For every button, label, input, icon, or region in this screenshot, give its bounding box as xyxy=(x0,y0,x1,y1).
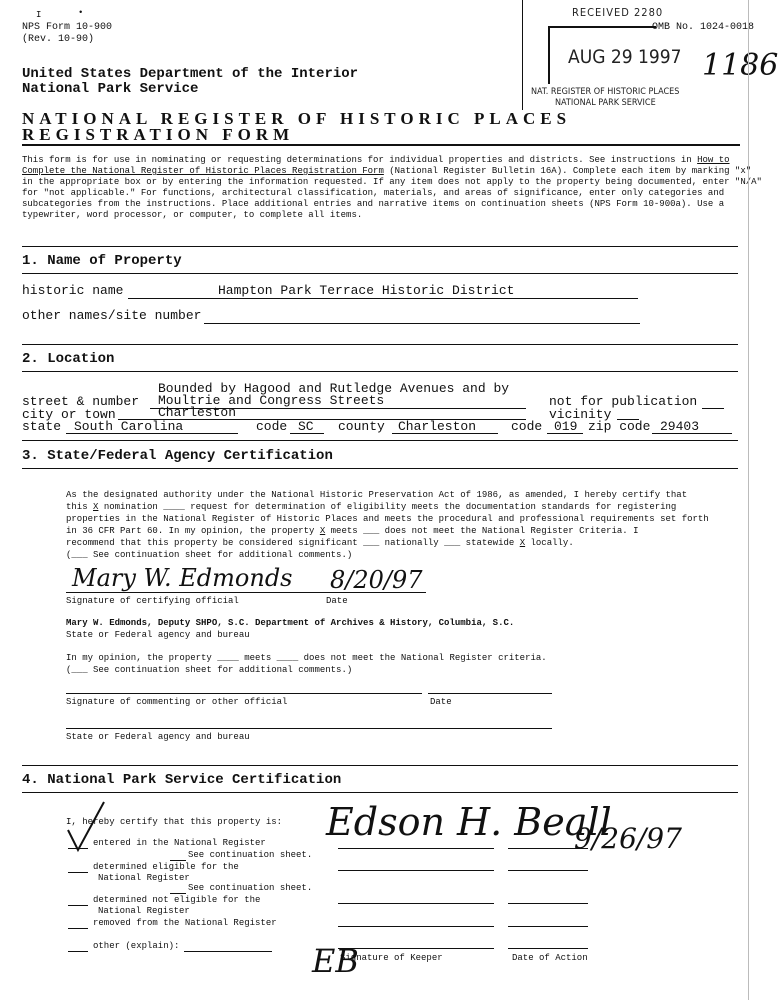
street-label: street & number xyxy=(22,394,140,409)
state-value[interactable]: South Carolina xyxy=(74,419,184,434)
historic-name-value[interactable]: Hampton Park Terrace Historic District xyxy=(218,283,515,298)
instructions-line4: for "not applicable." For functions, architectural classification, materials, and areas of significance, enter only categories and xyxy=(22,188,725,198)
county-code-line xyxy=(547,433,583,434)
signature-line[interactable] xyxy=(66,592,426,593)
keeper-date-line-3[interactable] xyxy=(508,903,588,904)
other-names-label: other names/site number xyxy=(22,308,202,323)
service-name: National Park Service xyxy=(22,81,199,97)
county-label: county xyxy=(338,419,385,434)
stamp-box-left xyxy=(548,26,550,84)
omb-number: OMB No. 1024-0018 xyxy=(652,22,755,33)
keeper-signature: Edson H. Beall xyxy=(326,800,612,844)
department-name: United States Department of the Interior xyxy=(22,66,359,82)
determined-not-eligible-label: determined not eligible for the xyxy=(93,895,261,905)
determined-not-eligible-register: National Register xyxy=(98,906,190,916)
section3-under-rule xyxy=(22,468,738,469)
section4-heading: 4. National Park Service Certification xyxy=(22,772,342,788)
certify-text: I, hereby certify that this property is: xyxy=(66,817,283,827)
keeper-date-line-4[interactable] xyxy=(508,926,588,927)
corner-mark: I xyxy=(36,10,42,20)
stamp-date: AUG 29 1997 xyxy=(568,46,682,68)
zip-line xyxy=(652,433,732,434)
stamp-register-line1: NAT. REGISTER OF HISTORIC PLACES xyxy=(531,87,680,97)
zip-value[interactable]: 29403 xyxy=(660,419,700,434)
other-explain-field[interactable] xyxy=(184,951,272,952)
stamp-border xyxy=(522,0,524,110)
official-name: Mary W. Edmonds, Deputy SHPO, S.C. Department of Archives & History, Columbia, S.C. xyxy=(66,618,515,628)
see-continuation-1-line[interactable] xyxy=(170,860,186,861)
state-code-line xyxy=(290,433,324,434)
certifying-date: 8/20/97 xyxy=(330,566,423,594)
bureau2-label: State or Federal agency and bureau xyxy=(66,732,250,742)
cert-p1: As the designated authority under the National Historic Preservation Act of 1986, as amended, I hereby certify that xyxy=(66,490,688,500)
scan-edge xyxy=(748,0,750,1000)
not-for-publication-label: not for publication xyxy=(549,394,698,409)
comment-signature-line[interactable] xyxy=(66,693,422,694)
instructions-line5: subcategories from the instructions. Place additional entries and narrative items on continuation sheets (NPS Form 10-900a). Use a xyxy=(22,199,725,209)
section4-rule xyxy=(22,765,738,766)
stamp-received: RECEIVED 2280 xyxy=(572,6,664,19)
cert-p3: properties in the National Register of Historic Places and meets the procedural and professional requirements set forth xyxy=(66,514,709,524)
cert-p5: recommend that this property be considered significant ___ nationally ___ statewide X locally. xyxy=(66,538,574,548)
not-eligible-checkbox-line[interactable] xyxy=(68,905,88,906)
section1-heading: 1. Name of Property xyxy=(22,253,182,269)
determined-eligible-register: National Register xyxy=(98,873,190,883)
stamp-box-top xyxy=(548,26,656,28)
corner-dot: • xyxy=(78,8,84,18)
vicinity-label: vicinity xyxy=(549,407,612,422)
form-revision: (Rev. 10-90) xyxy=(22,34,95,45)
handwritten-number: 1186 xyxy=(702,48,778,83)
form-title: NATIONAL REGISTER OF HISTORIC PLACES xyxy=(22,109,572,128)
signature-of-keeper-label: Signature of Keeper xyxy=(340,953,443,963)
opinion-text: In my opinion, the property ____ meets ____ does not meet the National Register criteria. xyxy=(66,653,547,663)
see-continuation-2-line[interactable] xyxy=(170,893,186,894)
removed-checkbox-line[interactable] xyxy=(68,928,88,929)
county-code-value[interactable]: 019 xyxy=(554,419,578,434)
keeper-date: 9/26/97 xyxy=(574,822,682,855)
other-names-field[interactable] xyxy=(204,323,640,324)
comment-date-label: Date xyxy=(430,697,452,707)
comment-signature-label: Signature of commenting or other official xyxy=(66,697,288,707)
state-code-value[interactable]: SC xyxy=(298,419,314,434)
signature-label: Signature of certifying official xyxy=(66,596,239,606)
keeper-line-4[interactable] xyxy=(338,926,494,927)
section1-rule xyxy=(22,246,738,247)
determined-eligible-label: determined eligible for the xyxy=(93,862,239,872)
county-code-label: code xyxy=(511,419,543,434)
state-line xyxy=(66,433,238,434)
county-value[interactable]: Charleston xyxy=(398,419,477,434)
date-of-action-label: Date of Action xyxy=(512,953,588,963)
instructions-line1: This form is for use in nominating or requesting determinations for individual properties and districts. See instructions in How to xyxy=(22,155,730,165)
state-label: state xyxy=(22,419,62,434)
state-code-label: code xyxy=(256,419,288,434)
street-line1[interactable]: Bounded by Hagood and Rutledge Avenues and by xyxy=(158,381,510,396)
keeper-line-2[interactable] xyxy=(338,870,494,871)
certifying-signature: Mary W. Edmonds xyxy=(72,564,293,592)
cert-p2: this X nomination ____ request for determination of eligibility meets the documentation standards for registering xyxy=(66,502,677,512)
entered-label: entered in the National Register xyxy=(93,838,266,848)
historic-name-line xyxy=(128,298,638,299)
eligible-checkbox-line[interactable] xyxy=(68,872,88,873)
keeper-line-1[interactable] xyxy=(338,848,494,849)
section1-under-rule xyxy=(22,273,738,274)
date-label: Date xyxy=(326,596,348,606)
entered-checkbox-line[interactable] xyxy=(68,848,88,849)
keeper-line-3[interactable] xyxy=(338,903,494,904)
historic-name-label: historic name xyxy=(22,283,124,298)
city-label: city or town xyxy=(22,407,116,422)
opinion-continuation: (___ See continuation sheet for additional comments.) xyxy=(66,665,353,675)
see-continuation-2: See continuation sheet. xyxy=(188,883,313,893)
section2-rule xyxy=(22,344,738,345)
section2-heading: 2. Location xyxy=(22,351,115,367)
instructions-line3: in the appropriate box or by entering the information requested. If any item does not apply to the property being documented, enter "N/A" xyxy=(22,177,762,187)
section2-under-rule xyxy=(22,371,738,372)
form-subtitle: REGISTRATION FORM xyxy=(22,125,295,144)
section4-under-rule xyxy=(22,792,738,793)
street-line2[interactable]: Moultrie and Congress Streets xyxy=(158,393,385,408)
instructions-line2: Complete the National Register of Historic Places Registration Form (National Register Bulletin 16A). Complete each item by marking "x" xyxy=(22,166,752,176)
county-line xyxy=(392,433,498,434)
keeper-initials: EB xyxy=(312,942,359,980)
bureau2-line[interactable] xyxy=(66,728,552,729)
agency-label: State or Federal agency and bureau xyxy=(66,630,250,640)
comment-date-line[interactable] xyxy=(428,693,552,694)
keeper-date-line-1[interactable] xyxy=(508,848,588,849)
keeper-date-line-5[interactable] xyxy=(508,948,588,949)
keeper-line-5[interactable] xyxy=(338,948,494,949)
cert-p4: in 36 CFR Part 60. In my opinion, the property X meets ___ does not meet the National Register Criteria. I xyxy=(66,526,639,536)
other-checkbox-line[interactable] xyxy=(68,951,88,952)
other-explain-label: other (explain): xyxy=(93,941,180,951)
section3-heading: 3. State/Federal Agency Certification xyxy=(22,448,333,464)
title-rule xyxy=(22,144,740,146)
zip-label: zip code xyxy=(588,419,651,434)
instructions-line6: typewriter, word processor, or computer, to complete all items. xyxy=(22,210,363,220)
see-continuation-1: See continuation sheet. xyxy=(188,850,313,860)
cert-p6: (___ See continuation sheet for additional comments.) xyxy=(66,550,353,560)
section3-rule xyxy=(22,440,738,441)
stamp-register-line2: NATIONAL PARK SERVICE xyxy=(555,98,656,108)
keeper-date-line-2[interactable] xyxy=(508,870,588,871)
removed-label: removed from the National Register xyxy=(93,918,277,928)
city-value[interactable]: Charleston xyxy=(158,405,237,420)
form-number: NPS Form 10-900 xyxy=(22,22,113,33)
not-for-publication-field[interactable] xyxy=(702,408,724,409)
